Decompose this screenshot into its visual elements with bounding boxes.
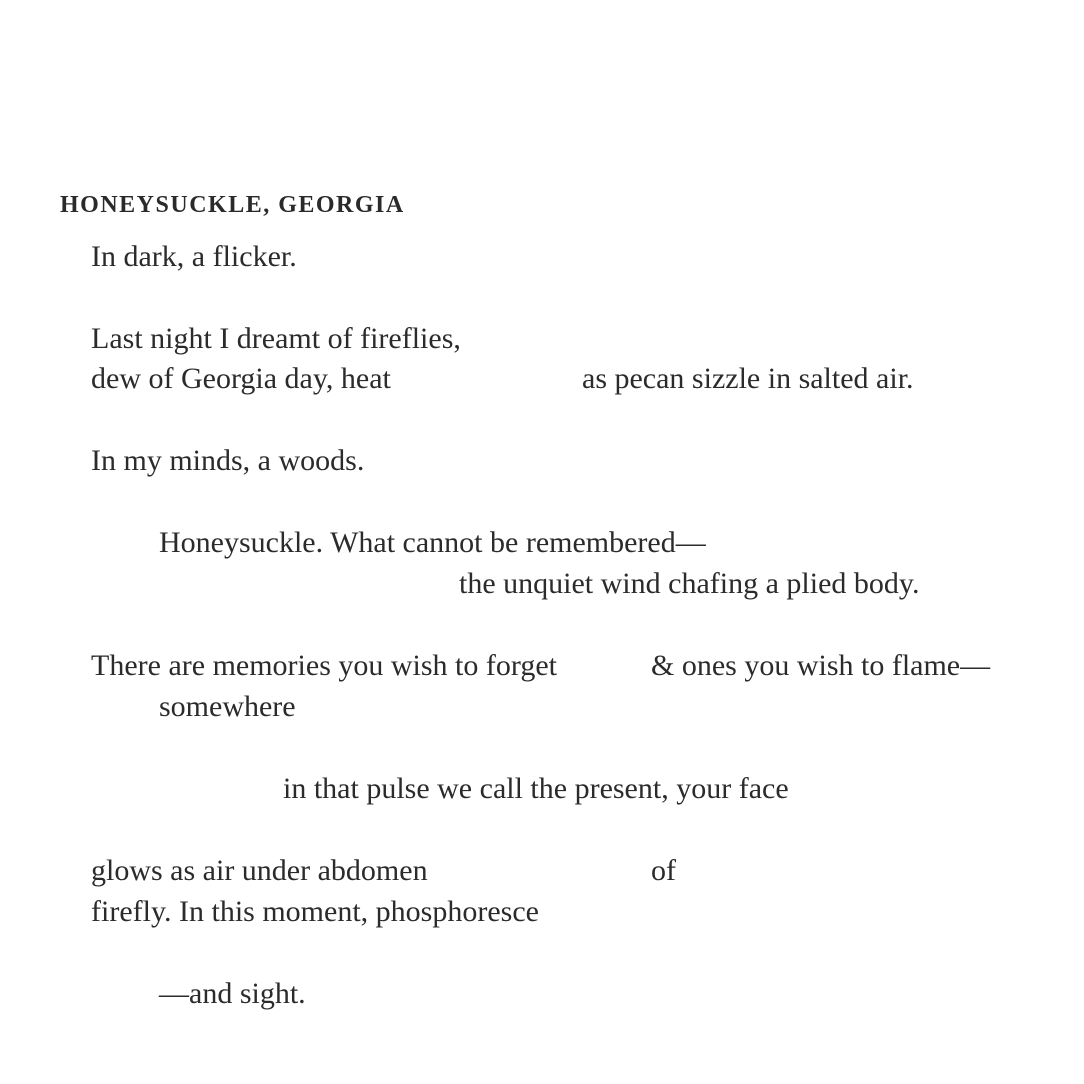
poem-line: In my minds, a woods.: [91, 444, 365, 477]
poem-line: the unquiet wind chafing a plied body.: [459, 567, 920, 600]
poem-line: firefly. In this moment, phosphoresce: [91, 895, 539, 928]
poem-line: somewhere: [159, 690, 296, 723]
poem-title: HONEYSUCKLE, GEORGIA: [60, 192, 405, 218]
poem-line: glows as air under abdomen: [91, 854, 428, 887]
poem-line: Last night I dreamt of fireflies,: [91, 322, 461, 355]
poem-line: There are memories you wish to forget: [91, 649, 557, 682]
poem-line: In dark, a flicker.: [91, 240, 297, 273]
poem-line: Honeysuckle. What cannot be remembered—: [159, 526, 706, 559]
poem-line: & ones you wish to flame—: [651, 649, 991, 682]
poem-line: of: [651, 854, 676, 887]
poem-line: as pecan sizzle in salted air.: [582, 362, 914, 395]
poem-line: in that pulse we call the present, your face: [283, 772, 789, 805]
poem-line: —and sight.: [159, 977, 306, 1010]
poem-line: dew of Georgia day, heat: [91, 362, 391, 395]
